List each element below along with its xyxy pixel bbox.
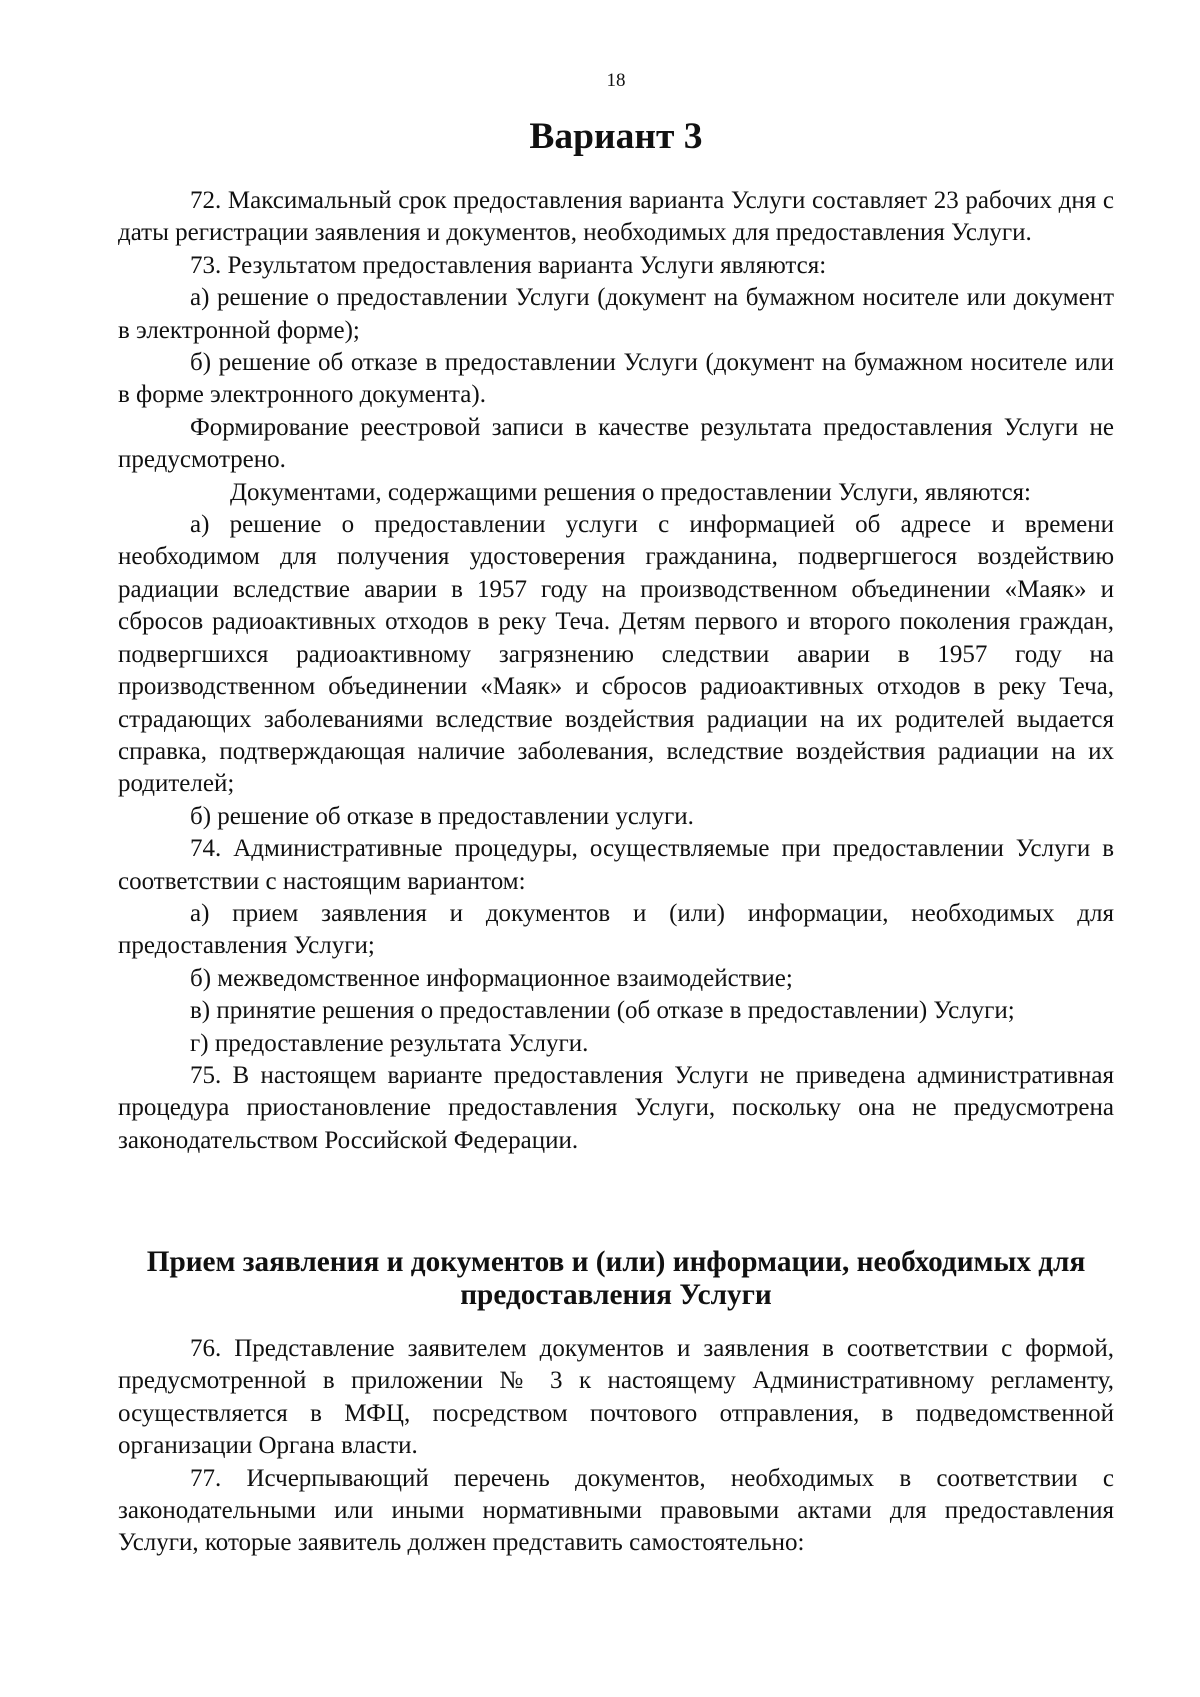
paragraph-73-b: б) решение об отказе в предоставлении Услуги (документ на бумажном носителе или в форме электронного документа). (118, 349, 1114, 409)
paragraph-72: 72. Максимальный срок предоставления варианта Услуги составляет 23 рабочих дня с даты регистрации заявления и документов, необходимых для предоставления Услуги. (118, 187, 1114, 247)
section-title-line-2: предоставления Услуги (460, 1279, 772, 1311)
page-number: 18 (606, 70, 626, 91)
paragraph-77: 77. Исчерпывающий перечень документов, необходимых в соответствии с законодательными или иными нормативными правовыми актами для предоставления Услуги, которые заявитель должен представить самостоятельно: (118, 1464, 1114, 1557)
paragraph-decision-a: а) решение о предоставлении услуги с информацией об адресе и времени необходимом для получения удостоверения гражданина, подвергшегося воздействию радиации вследствие аварии в 1957 году на производственном объединении «Маяк» и сбросов радиоактивных отходов в реку Теча. Детям первого и второго поколения граждан, подвергшихся радиоактивному загрязнению следствии аварии в 1957 году на производственном объединении «Маяк» и сбросов радиоактивных отходов в реку Теча, страдающих заболеваниями вследствие воздействия радиации на их родителей выдается справка, подтверждающая наличие заболевания, вследствие воздействия радиации на их родителей; (118, 511, 1114, 798)
paragraph-74-a: а) прием заявления и документов и (или) информации, необходимых для предоставления Услуги; (118, 899, 1114, 960)
section-body (118, 1333, 1114, 1560)
paragraph-75: 75. В настоящем варианте предоставления Услуги не приведена административная процедура приостановление предоставления Услуги, поскольку она не предусмотрена законодательством Российской Федерации. (118, 1061, 1114, 1154)
paragraph-decision-b: б) решение об отказе в предоставлении услуги. (190, 802, 694, 830)
section-title-line-1: Прием заявления и документов и (или) информации, необходимых для (146, 1246, 1086, 1278)
section-title (118, 1246, 1114, 1312)
paragraph-registry-note: Формирование реестровой записи в качестве результата предоставления Услуги не предусмотрено. (118, 413, 1114, 474)
paragraph-73-a: а) решение о предоставлении Услуги (документ на бумажном носителе или документ в электронной форме); (118, 284, 1114, 344)
paragraph-74-v: в) принятие решения о предоставлении (об отказе в предоставлении) Услуги; (190, 997, 1015, 1025)
paragraph-76: 76. Представление заявителем документов и заявления в соответствии с формой, предусмотренной в приложении № 3 к настоящему Административному регламенту, осуществляется в МФЦ, посредством почтового отправления, в подведомственной организации Органа власти. (118, 1335, 1114, 1460)
paragraph-74-g: г) предоставление результата Услуги. (190, 1029, 589, 1057)
paragraph-74: 74. Административные процедуры, осуществляемые при предоставлении Услуги в соответствии с настоящим вариантом: (118, 835, 1114, 895)
paragraph-decision-documents: Документами, содержащими решения о предоставлении Услуги, являются: (230, 478, 1031, 506)
paragraph-74-b: б) межведомственное информационное взаимодействие; (190, 964, 793, 992)
paragraph-73: 73. Результатом предоставления варианта Услуги являются: (190, 251, 827, 279)
variant-title: Вариант 3 (529, 116, 703, 157)
variant-body (118, 185, 1114, 1157)
